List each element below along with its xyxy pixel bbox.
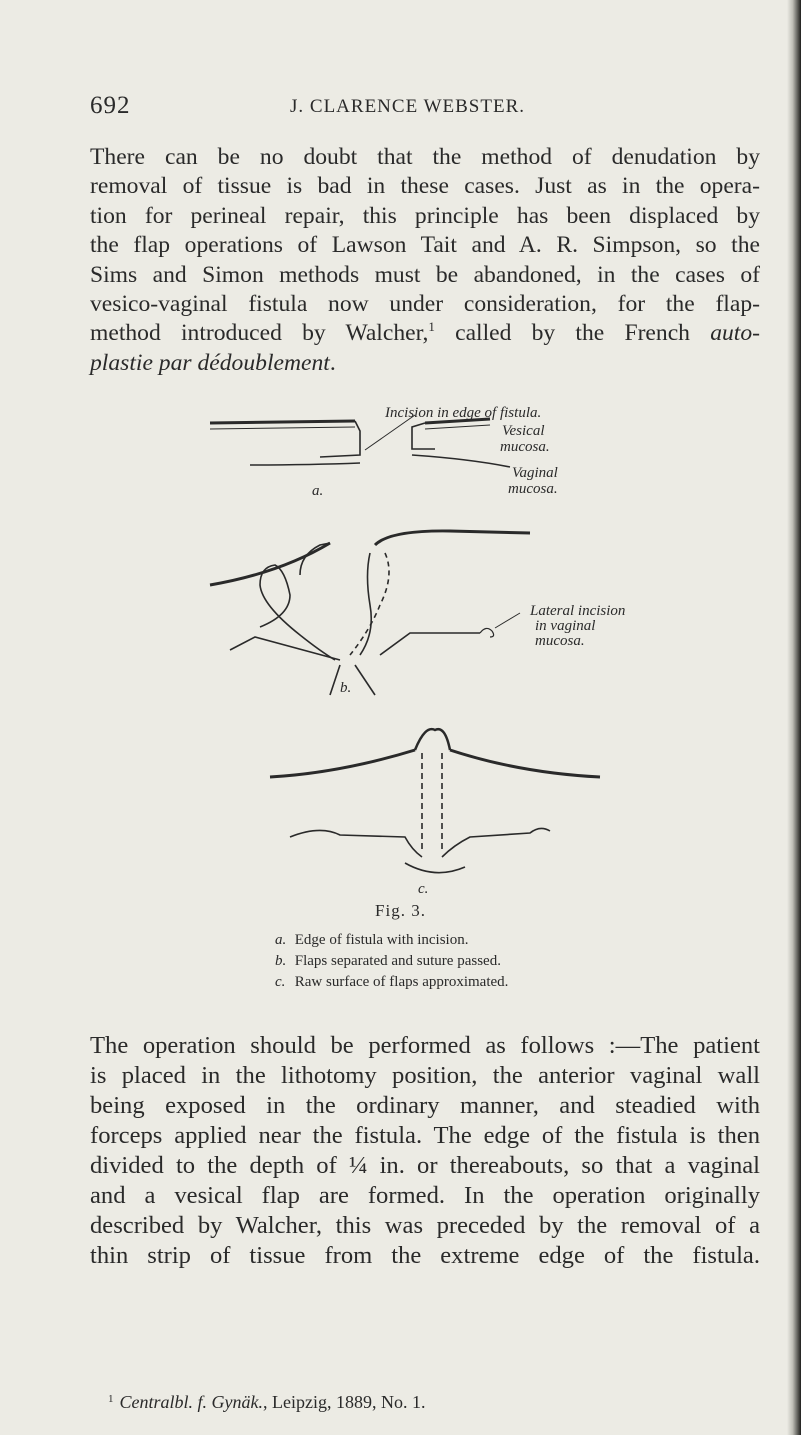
paragraph-1-line: There can be no doubt that the method of denudation by [90,144,760,170]
paragraph-2 [90,1031,760,1271]
line-text: in. or thereabouts, so that a vaginal [367,1152,760,1179]
paragraph-1-line: tion for perineal repair, this principle has been displaced by [90,202,760,229]
diagram-c [270,729,600,872]
label-vaginal: Vaginal [512,465,558,481]
footnote-journal: Centralbl. f. Gynäk. [119,1392,263,1412]
line-text: method introduced by Walcher, [90,320,429,347]
paragraph-1-line: removal of tissue is bad in these cases. Just as in the opera- [90,173,760,200]
page-number: 692 [90,92,131,119]
paragraph-2-line: The operation should be performed as follows :—The patient [90,1032,760,1059]
legend-text: Edge of fistula with incision. [294,932,469,948]
page-edge-shadow [787,0,801,1435]
paragraph-2-line [90,1151,760,1181]
label-lateral-mucosa: mucosa. [535,633,585,649]
label-vesical: Vesical [502,423,545,439]
footnote-text: , Leipzig, 1889, No. 1. [262,1392,426,1412]
legend-key: a. [275,932,287,948]
legend-key: b. [275,953,287,969]
paragraph-2-line: is placed in the lithotomy position, the anterior vaginal wall [90,1062,760,1089]
line-text: called by the French [434,320,711,347]
line-text: divided to the depth of [90,1152,349,1179]
fraction: ¼ [348,1152,368,1179]
paragraph-2-line: described by Walcher, this was preceded by the removal of a [90,1212,760,1239]
paragraph-2-line: being exposed in the ordinary manner, and steadied with [90,1092,760,1119]
figure-legend [275,930,695,993]
footnote [108,1392,425,1413]
label-b: b. [340,680,352,696]
legend-item [275,930,695,951]
paragraph-1-line: Sims and Simon methods must be abandoned, in the cases of [90,261,760,288]
figure-3-diagram [190,405,710,905]
italic-term: plastie par dédoublement [90,349,330,376]
figure-caption: Fig. 3. [375,901,426,920]
page-header [90,92,760,126]
legend-text: Raw surface of flaps approximated. [294,974,509,990]
paragraph-2-line: forceps applied near the fistula. The edge of the fistula is then [90,1122,760,1149]
label-a: a. [312,483,324,499]
footnote-mark: 1 [108,1393,114,1405]
label-incision: Incision in edge of fistula. [385,405,542,421]
legend-text: Flaps separated and suture passed. [294,953,501,969]
italic-term: auto- [710,320,760,347]
diagram-b [210,531,530,695]
paragraph-1-line [90,349,760,378]
running-head: J. CLARENCE WEBSTER. [290,96,525,117]
label-vesical-mucosa: mucosa. [500,439,550,455]
label-lateral-incision: Lateral incision [530,603,626,619]
paragraph-1 [90,143,760,378]
line-text: . [329,349,336,376]
label-vaginal-mucosa: mucosa. [508,481,558,497]
legend-item [275,972,695,993]
paragraph-1-line: vesico-vaginal fistula now under consideration, for the flap- [90,291,760,318]
label-lateral-vaginal: in vaginal [535,618,596,634]
paragraph-2-line: thin strip of tissue from the extreme edge of the fistula. [90,1242,760,1269]
paragraph-2-line: and a vesical flap are formed. In the operation originally [90,1182,760,1209]
footnote-reference: 1 [428,319,435,335]
label-c: c. [418,881,429,897]
legend-item [275,951,695,972]
paragraph-1-line: the flap operations of Lawson Tait and A. R. Simpson, so the [90,232,760,259]
paragraph-1-line [90,319,760,348]
diagram-a [210,415,510,467]
legend-key: c. [275,974,286,990]
